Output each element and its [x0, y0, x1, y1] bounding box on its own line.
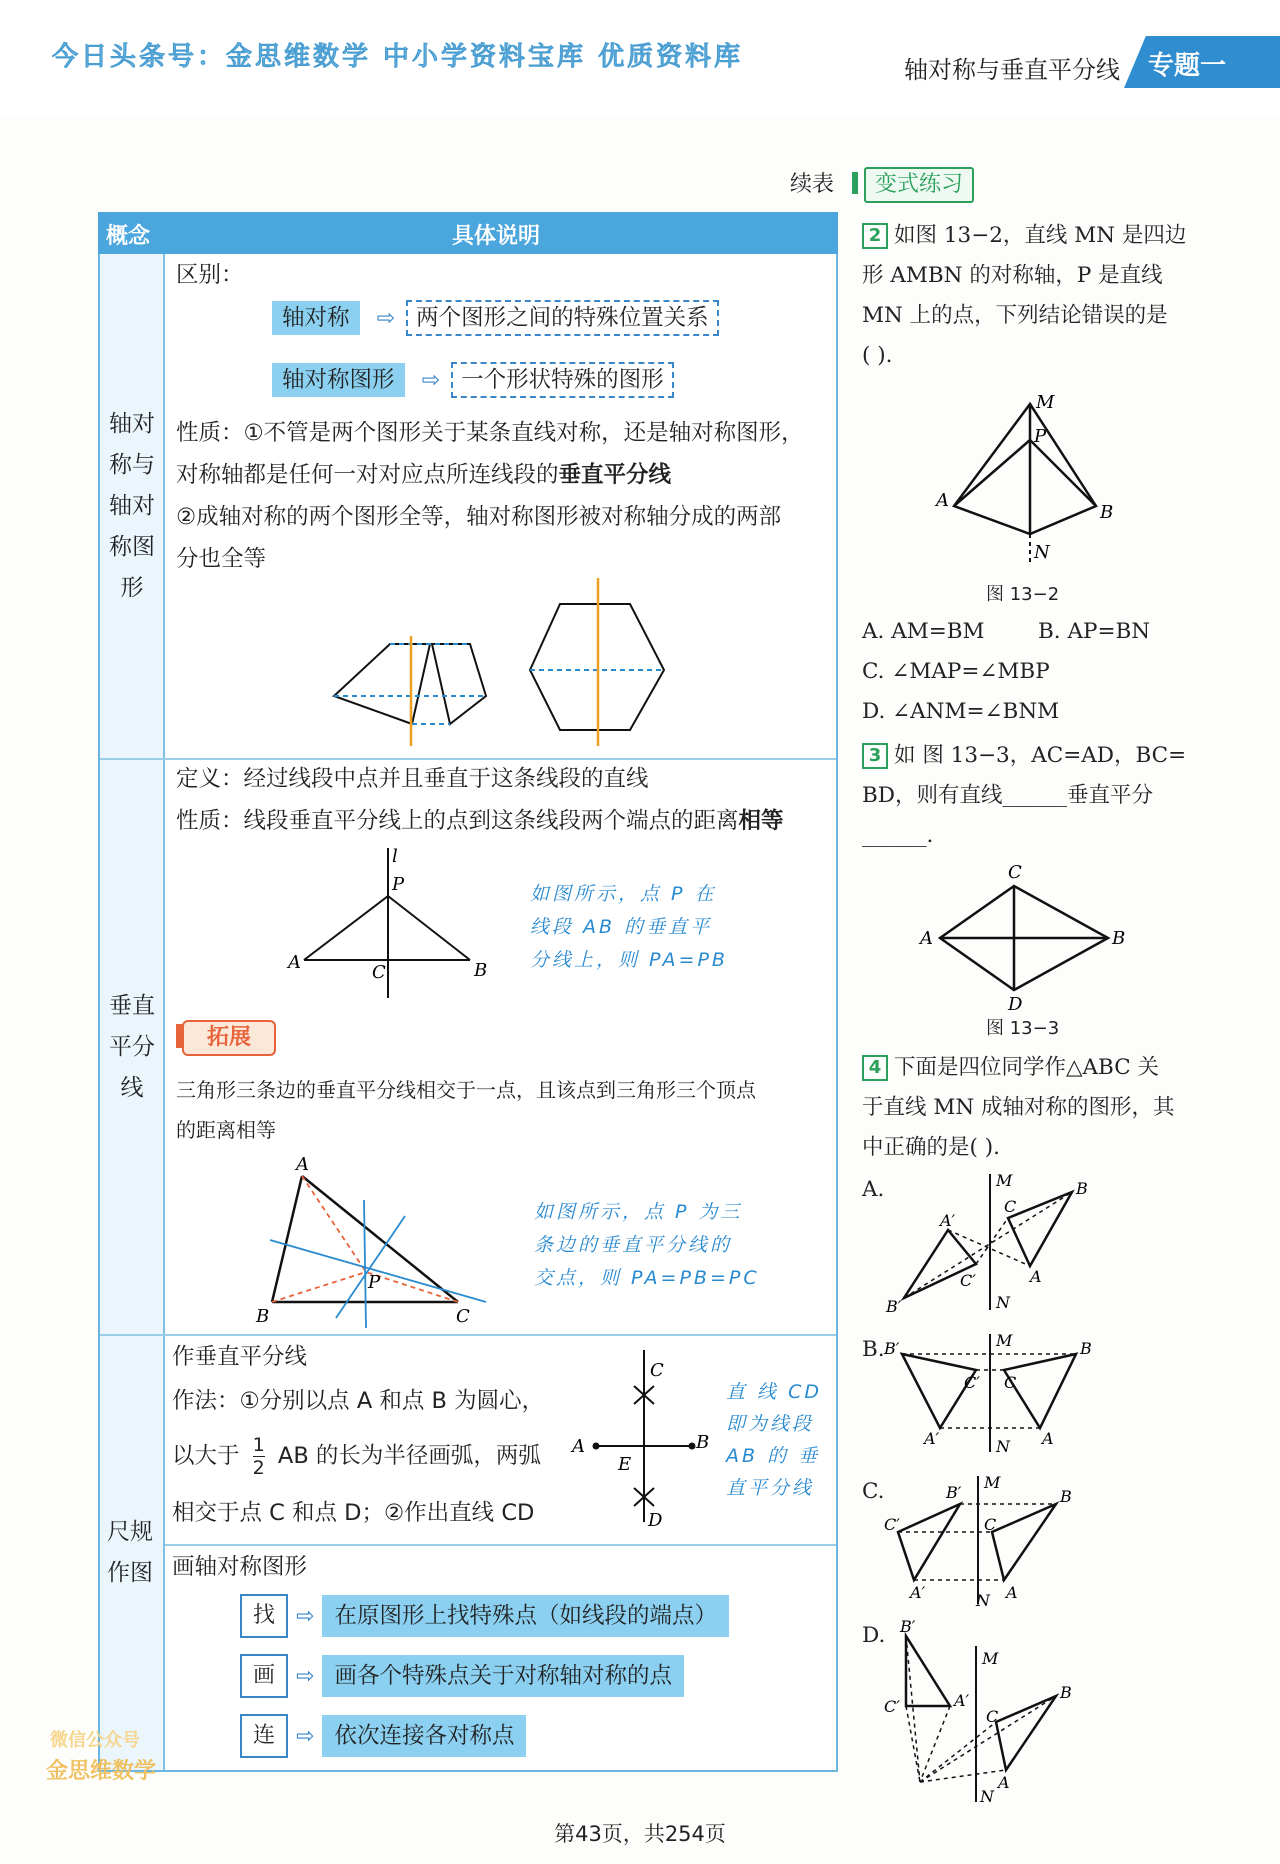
q4-option-c: C. [862, 1479, 885, 1504]
label-N: N [1034, 542, 1050, 563]
q4-option-b: B. [862, 1337, 885, 1362]
label-l: l [392, 848, 398, 867]
draw-step-find: 找 ⇨ 在原图形上找特殊点（如线段的端点） [240, 1594, 729, 1638]
bisector-figure [280, 848, 500, 1008]
q4-number: 4 [862, 1055, 888, 1081]
svg-text:C: C [986, 1707, 999, 1726]
circumcenter-note: 如图所示，点 P 为三 条边的垂直平分线的 交点，则 PA=PB=PC [534, 1201, 760, 1289]
q2-option-b: B. AP=BN [1038, 619, 1151, 644]
svg-text:A′: A′ [910, 1583, 926, 1602]
draw-title: 画轴对称图形 [172, 1554, 308, 1580]
row-label-axis-symmetry: 轴对 称与 轴对 称图 形 [109, 411, 155, 601]
arrow-icon: ⇨ [296, 1603, 315, 1629]
term-axis-symmetric-figure: 轴对称图形 [272, 363, 405, 397]
q2-line-3: MN 上的点，下列结论错误的是 [862, 303, 1168, 328]
svg-text:C: C [984, 1515, 997, 1534]
arrow-icon: ⇨ [421, 368, 441, 393]
label-D: D [1008, 994, 1023, 1015]
construct-step-2: 以大于 $\frac{1}{2}$ AB 的长为半径画弧，两弧 [172, 1434, 541, 1479]
variant-marker [852, 172, 858, 194]
svg-text:A: A [1006, 1583, 1018, 1602]
q2-option-a: A. AM=BM [862, 619, 985, 644]
svg-text:C′: C′ [884, 1515, 900, 1534]
svg-text:B′: B′ [900, 1617, 916, 1636]
construction-note: 直 线 CD 即为线段 AB 的 垂 直平分线 [726, 1381, 822, 1499]
property-line-3: ②成轴对称的两个图形全等，轴对称图形被对称轴分成的两部 [176, 504, 782, 530]
property-line: 性质：线段垂直平分线上的点到这条线段两个端点的距离相等 [176, 808, 784, 834]
q2-option-d: D. ∠ANM=∠BNM [862, 699, 1060, 724]
diff-row [272, 300, 719, 332]
svg-text:M: M [996, 1331, 1013, 1350]
extension-line-2: 的距离相等 [176, 1118, 276, 1142]
svg-text:B: B [1080, 1339, 1092, 1358]
svg-text:A: A [1030, 1267, 1042, 1286]
svg-text:C: C [1004, 1373, 1017, 1392]
desc-axis-symmetric-figure: 一个形状特殊的图形 [451, 362, 674, 398]
row-label-perpendicular-bisector: 垂直 平分 线 [109, 993, 155, 1101]
label-P: P [368, 1272, 381, 1293]
extension-badge: 拓展 [182, 1020, 276, 1056]
label-C: C [650, 1360, 664, 1381]
watermark-line-1: 微信公众号 [50, 1730, 140, 1751]
label-C: C [456, 1306, 470, 1327]
svg-text:M: M [996, 1171, 1013, 1190]
svg-text:B′: B′ [886, 1297, 902, 1316]
construct-title: 作垂直平分线 [172, 1344, 308, 1370]
fraction: $\frac{1}{2}$ [252, 1434, 265, 1479]
svg-text:A′: A′ [954, 1691, 970, 1710]
q4-option-d: D. [862, 1623, 886, 1648]
svg-text:A′: A′ [940, 1211, 956, 1230]
svg-text:M: M [984, 1473, 1001, 1492]
right-quad [432, 644, 486, 724]
q3-line-3: ______. [862, 823, 934, 848]
q4-line-1: 4 下面是四位同学作△ABC 关 [862, 1048, 1159, 1088]
arrow-icon: ⇨ [376, 306, 396, 331]
header-description: 具体说明 [452, 224, 541, 249]
label-C: C [372, 962, 386, 983]
svg-text:N: N [976, 1591, 990, 1610]
q2-line-1: 2 如图 13−2，直线 MN 是四边 [862, 216, 1186, 256]
q4-option-a: A. [862, 1177, 885, 1202]
q2-option-c: C. ∠MAP=∠MBP [862, 659, 1050, 684]
arrow-icon: ⇨ [296, 1723, 315, 1749]
label-P: P [392, 874, 405, 895]
svg-text:N: N [996, 1437, 1010, 1456]
q3-number: 3 [862, 743, 888, 769]
svg-text:M: M [982, 1649, 999, 1668]
caption-13-3: 图 13−3 [986, 1018, 1060, 1039]
arrow-icon: ⇨ [296, 1663, 315, 1689]
svg-text:C′: C′ [960, 1271, 976, 1290]
q4-figure-d [880, 1616, 1100, 1806]
label-M: M [1036, 392, 1055, 413]
label-A: A [936, 490, 949, 511]
svg-text:C′: C′ [964, 1373, 980, 1392]
header-concept: 概念 [106, 224, 151, 249]
property-line-1: 性质：①不管是两个图形关于某条直线对称，还是轴对称图形， [176, 420, 804, 446]
extension-line-1: 三角形三条边的垂直平分线相交于一点，且该点到三角形三个顶点 [176, 1078, 756, 1102]
circumcenter-figure [250, 1156, 500, 1332]
label-B: B [256, 1306, 270, 1327]
draw-step-connect: 连 ⇨ 依次连接各对称点 [240, 1714, 526, 1758]
q4-figure-b [880, 1330, 1100, 1460]
label-B: B [696, 1432, 710, 1453]
svg-text:C: C [1004, 1197, 1017, 1216]
topic-badge-label: 专题一 [1148, 51, 1227, 81]
svg-text:B′: B′ [946, 1483, 962, 1502]
q2-line-4: ( ). [862, 343, 893, 368]
bisector-note: 如图所示，点 P 在 线段 AB 的垂直平 分线上，则 PA=PB [530, 883, 728, 971]
svg-text:B′: B′ [884, 1339, 900, 1358]
label-E: E [618, 1454, 632, 1475]
q4-figure-c [880, 1472, 1100, 1612]
label-A: A [572, 1436, 585, 1457]
q4-figure-a [880, 1170, 1100, 1320]
svg-text:N: N [996, 1293, 1010, 1312]
continued-label: 续表 [790, 172, 835, 197]
variant-badge: 变式练习 [864, 167, 974, 203]
q2-number: 2 [862, 223, 888, 249]
left-quad [334, 644, 430, 724]
desc-axis-symmetry: 两个图形之间的特殊位置关系 [406, 300, 719, 336]
page-footer: 第43页，共254页 [554, 1822, 726, 1846]
figure-13-2 [930, 384, 1130, 570]
term-axis-symmetry: 轴对称 [272, 301, 360, 335]
source-banner: 今日头条号：金思维数学 中小学资料宝库 优质资料库 [52, 42, 744, 72]
label-B: B [1100, 502, 1114, 523]
symmetric-figures [320, 574, 700, 754]
property-line-2: 对称轴都是任何一对对应点所连线段的垂直平分线 [176, 462, 672, 488]
q4-line-2: 于直线 MN 成轴对称的图形，其 [862, 1095, 1175, 1120]
caption-13-2: 图 13−2 [986, 584, 1060, 605]
construction-figure [566, 1346, 712, 1532]
construct-step-1: 作法：①分别以点 A 和点 B 为圆心， [172, 1388, 545, 1414]
svg-text:B: B [1076, 1179, 1088, 1198]
construct-step-3: 相交于点 C 和点 D；②作出直线 CD [172, 1500, 535, 1526]
row-label-construction: 尺规 作图 [107, 1519, 153, 1586]
q2-line-2: 形 AMBN 的对称轴，P 是直线 [862, 263, 1163, 288]
property-line-4: 分也全等 [176, 546, 267, 572]
label-D: D [648, 1510, 663, 1531]
svg-text:A: A [1042, 1429, 1054, 1448]
svg-text:B: B [1060, 1683, 1072, 1702]
label-A: A [920, 928, 933, 949]
q4-line-3: 中正确的是( ). [862, 1135, 1000, 1160]
svg-text:N: N [980, 1787, 994, 1806]
figure-13-3 [910, 858, 1130, 1018]
label-B: B [1112, 928, 1126, 949]
definition-line: 定义：经过线段中点并且垂直于这条线段的直线 [176, 766, 649, 792]
chapter-title: 轴对称与垂直平分线 [904, 56, 1120, 84]
label-B: B [474, 960, 488, 981]
label-P: P [1034, 426, 1047, 447]
q3-line-1: 3 如 图 13−3，AC=AD，BC= [862, 736, 1186, 776]
label-A: A [296, 1156, 309, 1175]
svg-text:A: A [998, 1773, 1010, 1792]
svg-text:A′: A′ [924, 1429, 940, 1448]
column-divider [163, 254, 165, 1770]
watermark-line-2: 金思维数学 [46, 1759, 157, 1784]
label-C: C [1008, 862, 1022, 883]
label-A: A [288, 952, 301, 973]
diff-row [272, 362, 674, 394]
q3-line-2: BD，则有直线______垂直平分 [862, 783, 1154, 808]
svg-text:B: B [1060, 1487, 1072, 1506]
svg-text:C′: C′ [884, 1697, 900, 1716]
draw-step-draw: 画 ⇨ 画各个特殊点关于对称轴对称的点 [240, 1654, 684, 1698]
diff-title: 区别： [176, 262, 244, 288]
